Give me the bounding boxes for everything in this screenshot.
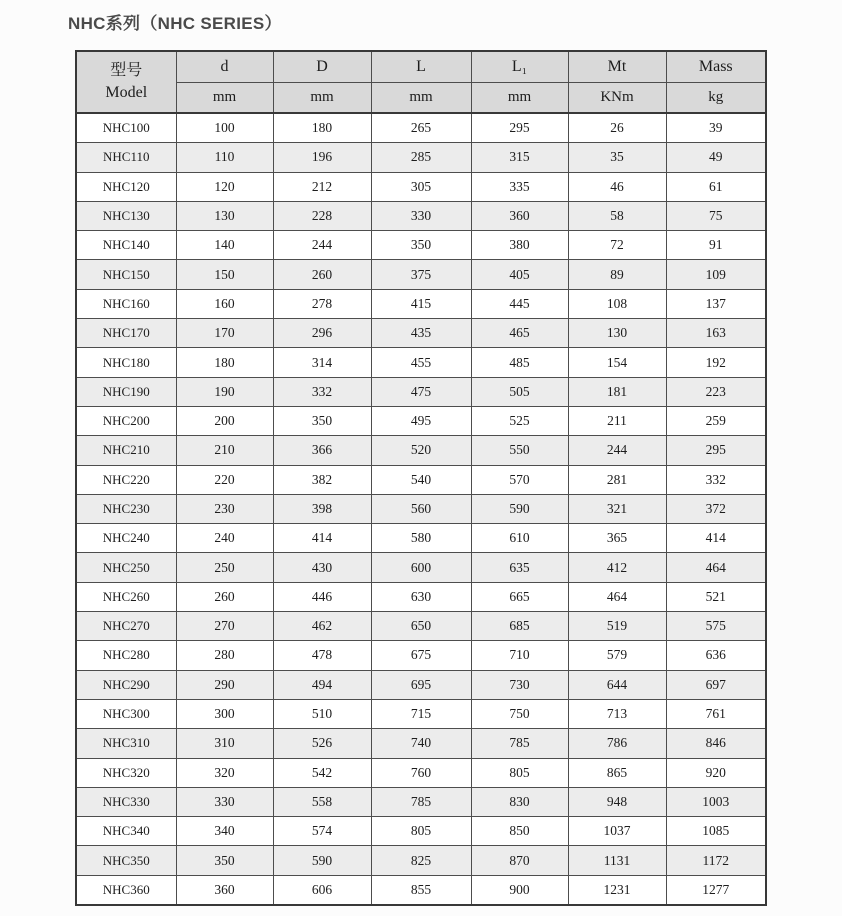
Mass-cell: 1172 (666, 846, 766, 875)
model-cell: NHC330 (76, 787, 176, 816)
table-row (76, 143, 766, 172)
Mass-cell: 259 (666, 406, 766, 435)
L-cell: 350 (371, 231, 471, 260)
header-model-zh: 型号 (110, 62, 143, 80)
Mt-cell: 89 (568, 260, 666, 289)
Mt-cell: 321 (568, 494, 666, 523)
L-cell: 475 (371, 377, 471, 406)
Mt-cell: 181 (568, 377, 666, 406)
L1-cell: 590 (471, 494, 568, 523)
Mass-cell: 464 (666, 553, 766, 582)
unit-col-L1: mm (471, 83, 568, 114)
L1-cell: 360 (471, 201, 568, 230)
L-cell: 695 (371, 670, 471, 699)
Mt-cell: 108 (568, 289, 666, 318)
unit-col-Mt: KNm (568, 83, 666, 114)
Mass-cell: 295 (666, 436, 766, 465)
Mass-cell: 1277 (666, 875, 766, 905)
d-cell: 300 (176, 699, 273, 728)
L1-cell: 295 (471, 113, 568, 143)
Mt-cell: 579 (568, 641, 666, 670)
table-row (76, 875, 766, 905)
header-col-D: D (273, 51, 371, 83)
Mt-cell: 58 (568, 201, 666, 230)
model-cell: NHC180 (76, 348, 176, 377)
Mt-cell: 519 (568, 612, 666, 641)
L-cell: 600 (371, 553, 471, 582)
L-cell: 675 (371, 641, 471, 670)
L-cell: 785 (371, 787, 471, 816)
D-cell: 542 (273, 758, 371, 787)
model-cell: NHC150 (76, 260, 176, 289)
L1-cell: 405 (471, 260, 568, 289)
d-cell: 210 (176, 436, 273, 465)
nhc-series-table (75, 50, 767, 906)
table-row (76, 729, 766, 758)
Mass-cell: 109 (666, 260, 766, 289)
L-cell: 560 (371, 494, 471, 523)
D-cell: 350 (273, 406, 371, 435)
Mass-cell: 163 (666, 319, 766, 348)
model-cell: NHC190 (76, 377, 176, 406)
unit-col-d: mm (176, 83, 273, 114)
L-cell: 855 (371, 875, 471, 905)
Mass-cell: 414 (666, 524, 766, 553)
model-cell: NHC270 (76, 612, 176, 641)
D-cell: 462 (273, 612, 371, 641)
L1-cell: 335 (471, 172, 568, 201)
model-cell: NHC340 (76, 817, 176, 846)
L-cell: 415 (371, 289, 471, 318)
Mt-cell: 211 (568, 406, 666, 435)
table-row (76, 582, 766, 611)
D-cell: 478 (273, 641, 371, 670)
L1-cell: 785 (471, 729, 568, 758)
model-cell: NHC300 (76, 699, 176, 728)
d-cell: 290 (176, 670, 273, 699)
Mt-cell: 281 (568, 465, 666, 494)
d-cell: 240 (176, 524, 273, 553)
d-cell: 350 (176, 846, 273, 875)
D-cell: 606 (273, 875, 371, 905)
L-cell: 630 (371, 582, 471, 611)
D-cell: 278 (273, 289, 371, 318)
model-cell: NHC280 (76, 641, 176, 670)
Mt-cell: 130 (568, 319, 666, 348)
model-cell: NHC160 (76, 289, 176, 318)
table-row (76, 494, 766, 523)
Mt-cell: 1131 (568, 846, 666, 875)
Mt-cell: 865 (568, 758, 666, 787)
L-cell: 760 (371, 758, 471, 787)
Mt-cell: 948 (568, 787, 666, 816)
Mt-cell: 46 (568, 172, 666, 201)
D-cell: 446 (273, 582, 371, 611)
D-cell: 244 (273, 231, 371, 260)
D-cell: 558 (273, 787, 371, 816)
L1-cell: 525 (471, 406, 568, 435)
model-cell: NHC360 (76, 875, 176, 905)
header-col-L1: L₁ (471, 51, 568, 83)
D-cell: 382 (273, 465, 371, 494)
d-cell: 230 (176, 494, 273, 523)
Mt-cell: 412 (568, 553, 666, 582)
model-cell: NHC320 (76, 758, 176, 787)
Mass-cell: 91 (666, 231, 766, 260)
d-cell: 160 (176, 289, 273, 318)
D-cell: 414 (273, 524, 371, 553)
table-row (76, 231, 766, 260)
table-row (76, 846, 766, 875)
page-title: NHC系列（NHC SERIES） (68, 14, 282, 33)
table-row (76, 289, 766, 318)
table-row (76, 670, 766, 699)
d-cell: 150 (176, 260, 273, 289)
model-cell: NHC260 (76, 582, 176, 611)
Mass-cell: 61 (666, 172, 766, 201)
model-cell: NHC350 (76, 846, 176, 875)
d-cell: 120 (176, 172, 273, 201)
table-row (76, 348, 766, 377)
L-cell: 495 (371, 406, 471, 435)
table-row (76, 817, 766, 846)
L-cell: 285 (371, 143, 471, 172)
d-cell: 340 (176, 817, 273, 846)
unit-col-D: mm (273, 83, 371, 114)
header-col-d: d (176, 51, 273, 83)
Mt-cell: 365 (568, 524, 666, 553)
L-cell: 265 (371, 113, 471, 143)
L-cell: 305 (371, 172, 471, 201)
Mt-cell: 464 (568, 582, 666, 611)
L1-cell: 635 (471, 553, 568, 582)
d-cell: 260 (176, 582, 273, 611)
d-cell: 180 (176, 348, 273, 377)
L1-cell: 830 (471, 787, 568, 816)
D-cell: 314 (273, 348, 371, 377)
L1-cell: 315 (471, 143, 568, 172)
table-row (76, 758, 766, 787)
model-cell: NHC140 (76, 231, 176, 260)
L1-cell: 465 (471, 319, 568, 348)
d-cell: 130 (176, 201, 273, 230)
model-cell: NHC130 (76, 201, 176, 230)
D-cell: 332 (273, 377, 371, 406)
L-cell: 540 (371, 465, 471, 494)
L1-cell: 550 (471, 436, 568, 465)
header-col-Mt: Mt (568, 51, 666, 83)
table-row (76, 201, 766, 230)
model-cell: NHC250 (76, 553, 176, 582)
header-model-en: Model (105, 84, 148, 101)
Mass-cell: 332 (666, 465, 766, 494)
L1-cell: 570 (471, 465, 568, 494)
table-row (76, 553, 766, 582)
Mt-cell: 244 (568, 436, 666, 465)
L1-cell: 900 (471, 875, 568, 905)
model-cell: NHC220 (76, 465, 176, 494)
d-cell: 270 (176, 612, 273, 641)
Mass-cell: 372 (666, 494, 766, 523)
Mass-cell: 697 (666, 670, 766, 699)
L-cell: 580 (371, 524, 471, 553)
unit-col-L: mm (371, 83, 471, 114)
L-cell: 715 (371, 699, 471, 728)
D-cell: 430 (273, 553, 371, 582)
D-cell: 228 (273, 201, 371, 230)
d-cell: 330 (176, 787, 273, 816)
L-cell: 740 (371, 729, 471, 758)
Mt-cell: 26 (568, 113, 666, 143)
Mt-cell: 154 (568, 348, 666, 377)
L-cell: 375 (371, 260, 471, 289)
L-cell: 520 (371, 436, 471, 465)
header-col-L: L (371, 51, 471, 83)
Mass-cell: 75 (666, 201, 766, 230)
model-cell: NHC100 (76, 113, 176, 143)
header-label-row (76, 51, 766, 83)
table-header (76, 51, 766, 113)
table-row (76, 436, 766, 465)
Mass-cell: 846 (666, 729, 766, 758)
table-row (76, 406, 766, 435)
d-cell: 200 (176, 406, 273, 435)
Mass-cell: 1003 (666, 787, 766, 816)
L1-cell: 505 (471, 377, 568, 406)
table-row (76, 113, 766, 143)
L1-cell: 610 (471, 524, 568, 553)
model-cell: NHC170 (76, 319, 176, 348)
d-cell: 250 (176, 553, 273, 582)
D-cell: 574 (273, 817, 371, 846)
unit-col-Mass: kg (666, 83, 766, 114)
Mt-cell: 713 (568, 699, 666, 728)
d-cell: 110 (176, 143, 273, 172)
d-cell: 170 (176, 319, 273, 348)
L1-cell: 710 (471, 641, 568, 670)
Mass-cell: 575 (666, 612, 766, 641)
Mt-cell: 786 (568, 729, 666, 758)
L-cell: 805 (371, 817, 471, 846)
Mass-cell: 39 (666, 113, 766, 143)
Mt-cell: 1231 (568, 875, 666, 905)
Mass-cell: 137 (666, 289, 766, 318)
model-cell: NHC290 (76, 670, 176, 699)
L1-cell: 685 (471, 612, 568, 641)
Mass-cell: 761 (666, 699, 766, 728)
L1-cell: 750 (471, 699, 568, 728)
d-cell: 220 (176, 465, 273, 494)
table-row (76, 377, 766, 406)
d-cell: 140 (176, 231, 273, 260)
table-row (76, 172, 766, 201)
table-row (76, 612, 766, 641)
Mass-cell: 521 (666, 582, 766, 611)
table-row (76, 524, 766, 553)
table-body (76, 113, 766, 905)
d-cell: 320 (176, 758, 273, 787)
D-cell: 590 (273, 846, 371, 875)
Mass-cell: 223 (666, 377, 766, 406)
table-row (76, 260, 766, 289)
D-cell: 212 (273, 172, 371, 201)
Mass-cell: 636 (666, 641, 766, 670)
D-cell: 366 (273, 436, 371, 465)
Mass-cell: 49 (666, 143, 766, 172)
L1-cell: 850 (471, 817, 568, 846)
L-cell: 650 (371, 612, 471, 641)
header-col-Mass: Mass (666, 51, 766, 83)
model-cell: NHC310 (76, 729, 176, 758)
Mass-cell: 1085 (666, 817, 766, 846)
L-cell: 330 (371, 201, 471, 230)
L1-cell: 485 (471, 348, 568, 377)
L1-cell: 380 (471, 231, 568, 260)
L1-cell: 665 (471, 582, 568, 611)
d-cell: 360 (176, 875, 273, 905)
table-row (76, 787, 766, 816)
D-cell: 510 (273, 699, 371, 728)
D-cell: 196 (273, 143, 371, 172)
d-cell: 280 (176, 641, 273, 670)
Mt-cell: 72 (568, 231, 666, 260)
L-cell: 455 (371, 348, 471, 377)
d-cell: 310 (176, 729, 273, 758)
Mt-cell: 1037 (568, 817, 666, 846)
model-cell: NHC230 (76, 494, 176, 523)
D-cell: 260 (273, 260, 371, 289)
L1-cell: 870 (471, 846, 568, 875)
model-cell: NHC240 (76, 524, 176, 553)
model-cell: NHC110 (76, 143, 176, 172)
table-row (76, 641, 766, 670)
table-row (76, 699, 766, 728)
Mass-cell: 192 (666, 348, 766, 377)
table-row (76, 319, 766, 348)
table-row (76, 465, 766, 494)
D-cell: 398 (273, 494, 371, 523)
D-cell: 180 (273, 113, 371, 143)
L-cell: 825 (371, 846, 471, 875)
Mass-cell: 920 (666, 758, 766, 787)
L1-cell: 805 (471, 758, 568, 787)
model-cell: NHC200 (76, 406, 176, 435)
model-cell: NHC210 (76, 436, 176, 465)
d-cell: 100 (176, 113, 273, 143)
d-cell: 190 (176, 377, 273, 406)
header-model (76, 51, 176, 113)
D-cell: 296 (273, 319, 371, 348)
header-unit-row (76, 83, 766, 114)
L-cell: 435 (371, 319, 471, 348)
L1-cell: 730 (471, 670, 568, 699)
L1-cell: 445 (471, 289, 568, 318)
D-cell: 526 (273, 729, 371, 758)
Mt-cell: 35 (568, 143, 666, 172)
D-cell: 494 (273, 670, 371, 699)
model-cell: NHC120 (76, 172, 176, 201)
Mt-cell: 644 (568, 670, 666, 699)
